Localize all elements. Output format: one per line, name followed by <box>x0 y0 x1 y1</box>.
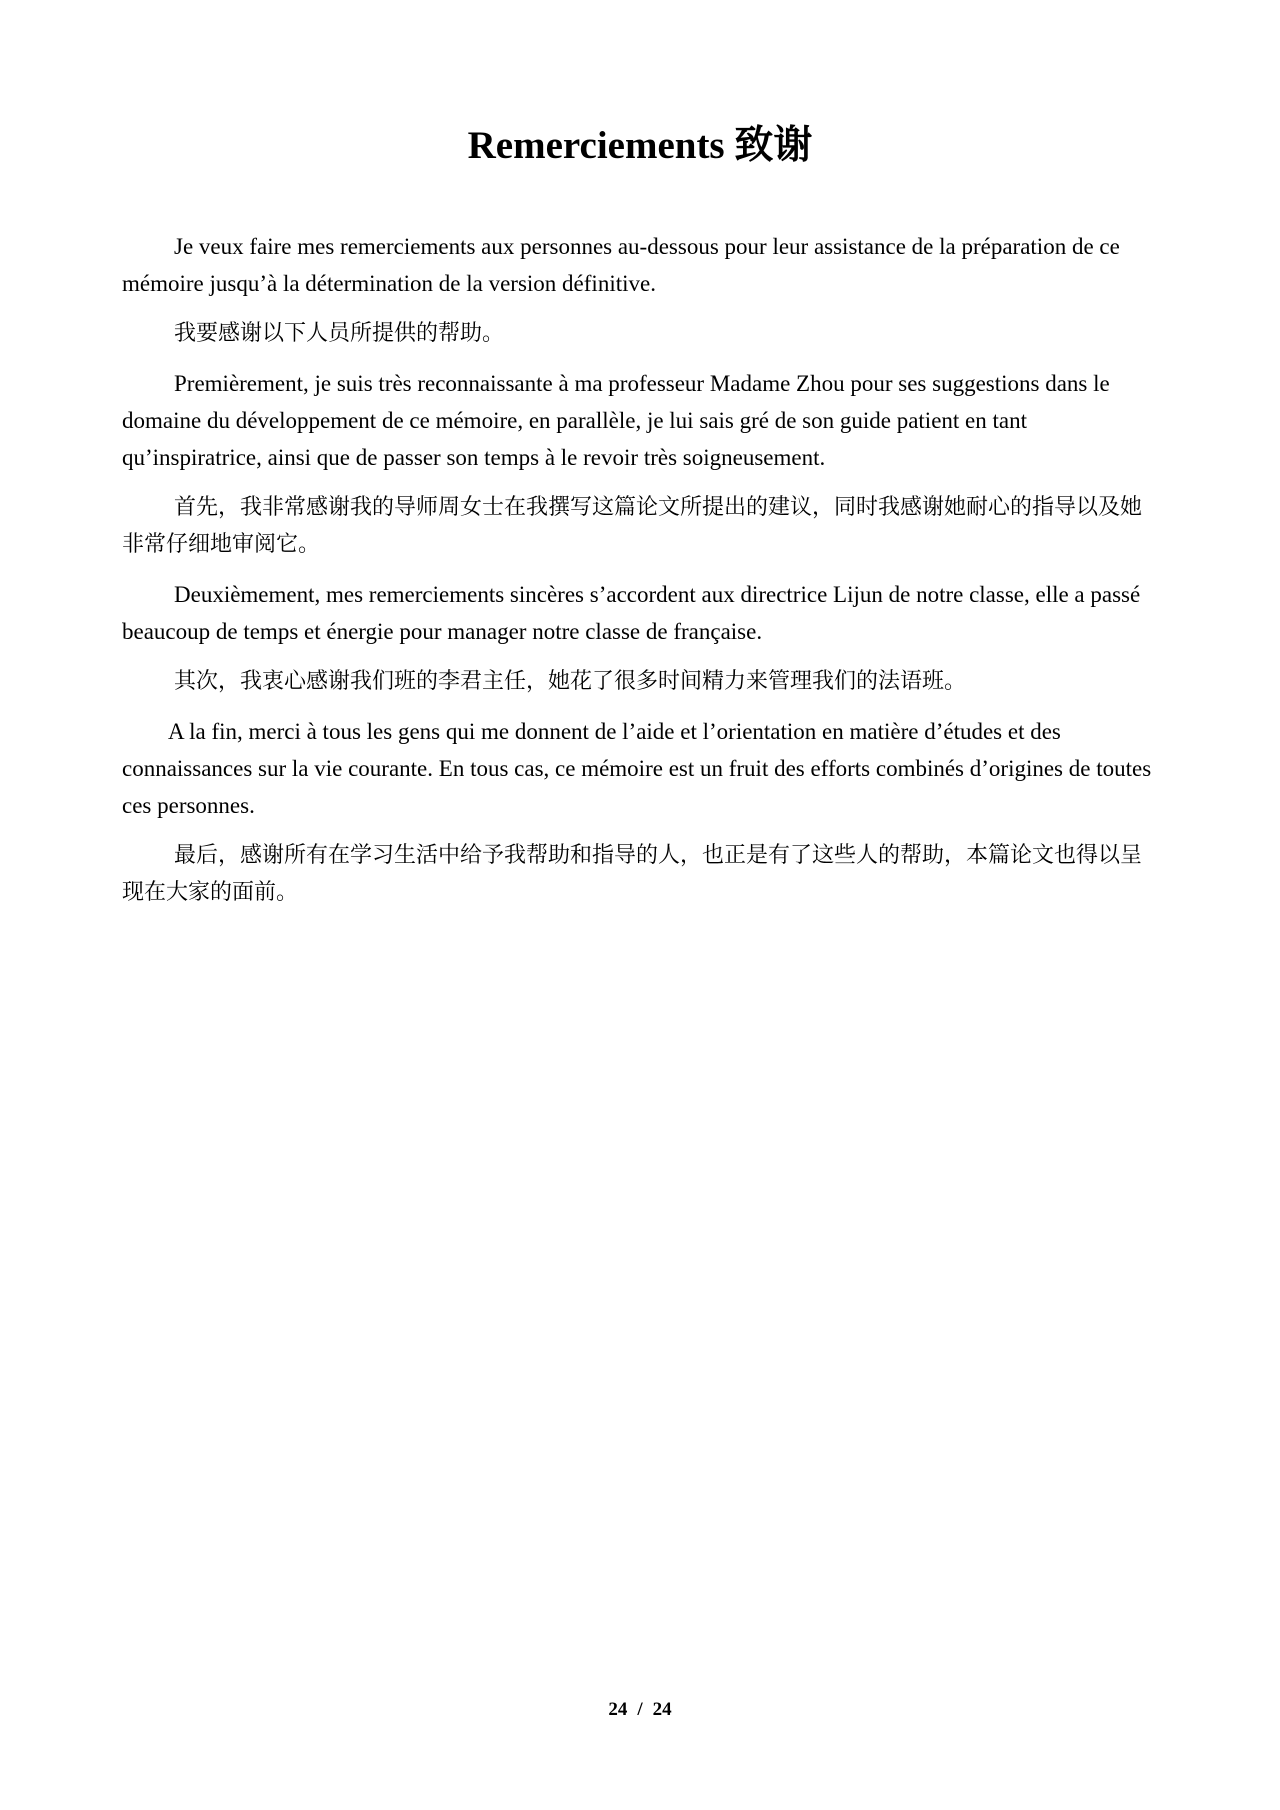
paragraph-zh-first: 首先，我非常感谢我的导师周女士在我撰写这篇论文所提出的建议，同时我感谢她耐心的指导以及她非常仔细地审阅它。 <box>122 495 1143 557</box>
page-number-separator: / <box>637 1699 643 1720</box>
page-number <box>0 1698 1280 1722</box>
paragraph-fr-first: Premièrement, je suis très reconnaissante à ma professeur Madame Zhou pour ses suggestions dans le domaine du développement de ce mémoire, en parallèle, je lui sais gré de son guide patient en tant qu’inspiratrice, ainsi que de passer son temps à le revoir très soigneusement. <box>122 371 1110 470</box>
document-body <box>122 228 1162 924</box>
paragraph-fr-second: Deuxièmement, mes remerciements sincères s’accordent aux directrice Lijun de notre classe, elle a passé beaucoup de temps et énergie pour manager notre classe de française. <box>122 582 1141 644</box>
current-page-number: 24 <box>608 1699 628 1720</box>
paragraph-fr-final: A la fin, merci à tous les gens qui me donnent de l’aide et l’orientation en matière d’études et des connaissances sur la vie courante. En tous cas, ce mémoire est un fruit des efforts combinés d’origines de toutes ces personnes. <box>122 719 1152 818</box>
paragraph-zh-final: 最后，感谢所有在学习生活中给予我帮助和指导的人，也正是有了这些人的帮助，本篇论文也得以呈现在大家的面前。 <box>122 843 1143 905</box>
paragraph-fr-intro: Je veux faire mes remerciements aux personnes au-dessous pour leur assistance de la préparation de ce mémoire jusqu’à la détermination de la version définitive. <box>122 234 1120 296</box>
paragraph-zh-intro: 我要感谢以下人员所提供的帮助。 <box>174 321 505 346</box>
total-page-count: 24 <box>652 1699 672 1720</box>
paragraph-zh-second: 其次，我衷心感谢我们班的李君主任，她花了很多时间精力来管理我们的法语班。 <box>174 669 967 694</box>
page-title: Remerciements 致谢 <box>467 124 813 167</box>
